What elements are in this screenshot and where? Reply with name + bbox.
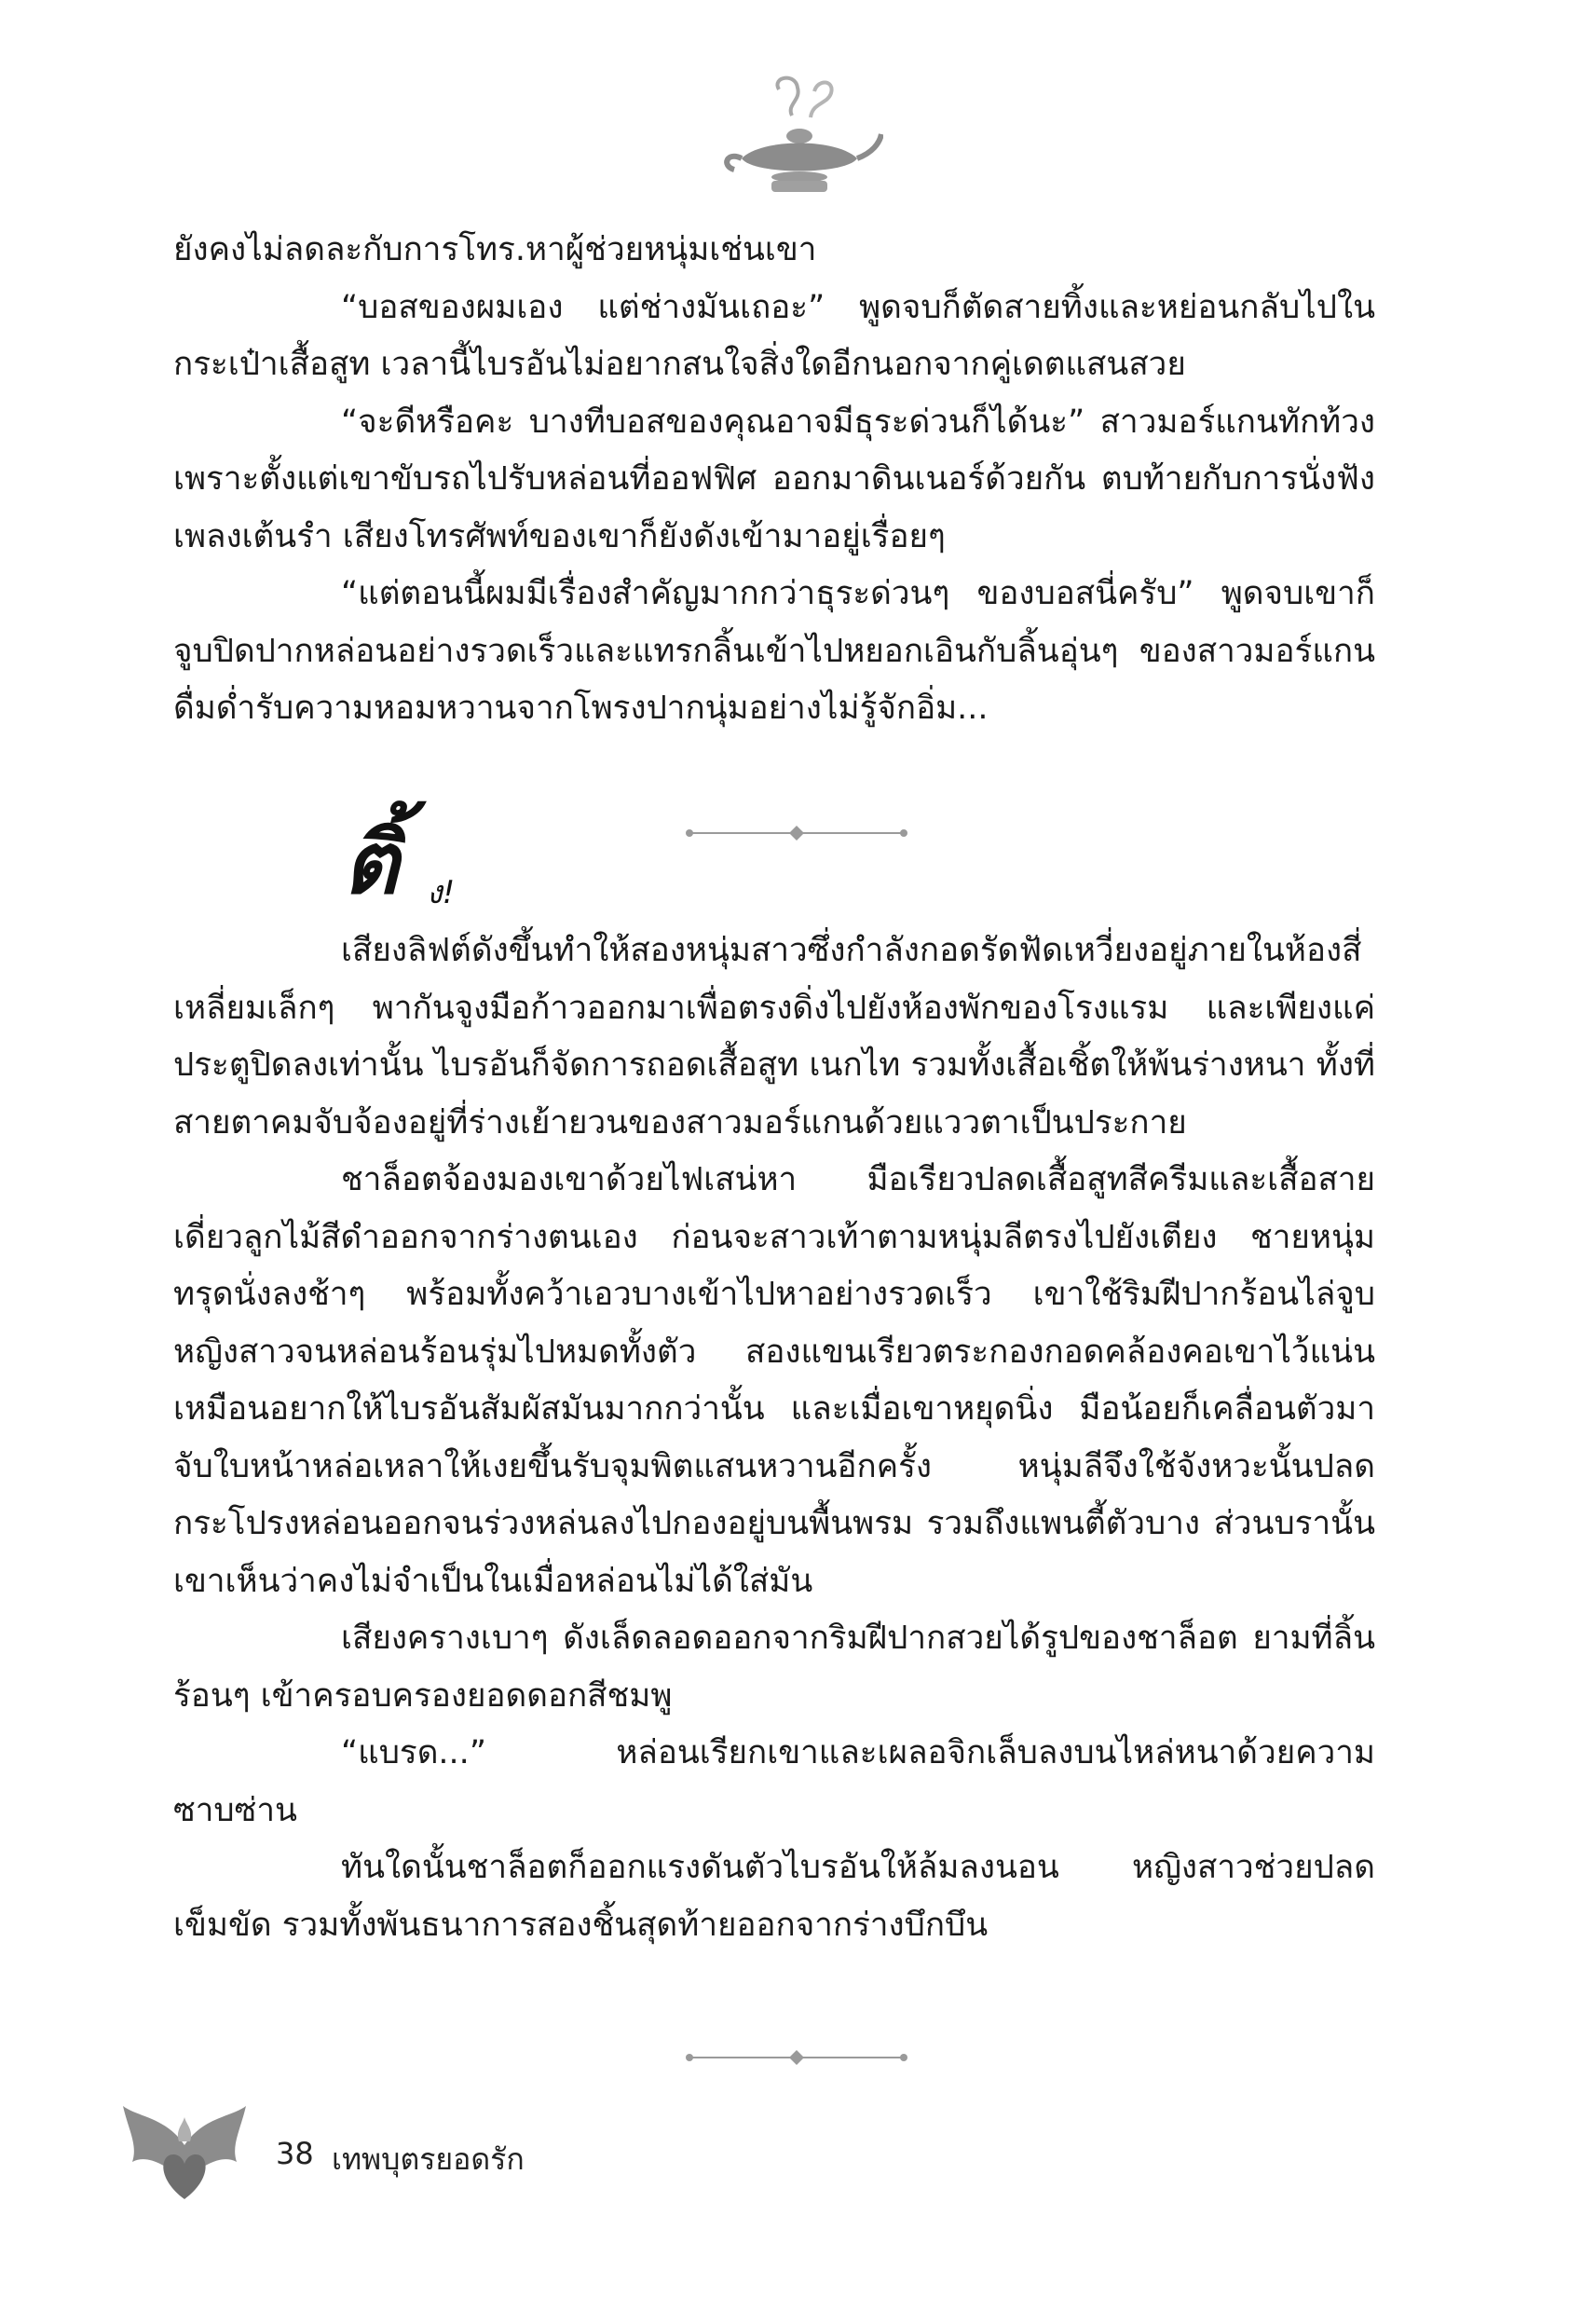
paragraph: “จะดีหรือคะ บางทีบอสของคุณอาจมีธุระด่วนก็ได้นะ” สาวมอร์แกนทักท้วง เพราะตั้งแต่เขาขับรถไปรับหล่อนที่ออฟฟิศ ออกมาดินเนอร์ด้วยกัน ตบท้ายกับการนั่งฟังเพลงเต้นรำ เสียงโทรศัพท์ของเขาก็ยังดังเข้ามาอยู่เรื่อยๆ xyxy=(173,403,1375,555)
section-divider-icon xyxy=(680,2046,913,2069)
section-divider-icon xyxy=(680,822,913,844)
paragraph: ยังคงไม่ลดละกับการโทร.หาผู้ช่วยหนุ่มเช่นเขา xyxy=(173,231,817,268)
paragraph: ชาล็อตจ้องมองเขาด้วยไฟเสน่หา มือเรียวปลดเสื้อสูทสีครีมและเสื้อสายเดี่ยวลูกไม้สีดำออกจากร่างตนเอง ก่อนจะสาวเท้าตามหนุ่มลีตรงไปยังเตียง ชายหนุ่มทรุดนั่งลงช้าๆ พร้อมทั้งคว้าเอวบางเข้าไปหาอย่างรวดเร็ว เขาใช้ริมฝีปากร้อนไล่จูบหญิงสาวจนหล่อนร้อนรุ่มไปหมดทั้งตัว สองแขนเรียวตระกองกอดคล้องคอเขาไว้แน่นเหมือนอยากให้ไบรอันสัมผัสมันมากกว่านั้น และเมื่อเขาหยุดนิ่ง มือน้อยก็เคลื่อนตัวมาจับใบหน้าหล่อเหลาให้เงยขึ้นรับจุมพิตแสนหวานอีกครั้ง หนุ่มลีจึงใช้จังหวะนั้นปลดกระโปรงหล่อนออกจนร่วงหล่นลงไปกองอยู่บนพื้นพรม รวมถึงแพนตี้ตัวบาง ส่วนบรานั้นเขาเห็นว่าคงไม่จำเป็นในเมื่อหล่อนไม่ได้ใส่มัน xyxy=(173,1161,1375,1600)
paragraph: “แบรด...” หล่อนเรียกเขาและเผลอจิกเล็บลงบนไหล่หนาด้วยความซาบซ่าน xyxy=(173,1734,1375,1829)
paragraph: “แต่ตอนนี้ผมมีเรื่องสำคัญมากกว่าธุระด่วนๆ ของบอสนี่ครับ” พูดจบเขาก็จูบปิดปากหล่อนอย่างรวดเร็วและแทรกลิ้นเข้าไปหยอกเอินกับลิ้นอุ่นๆ ของสาวมอร์แกน ดื่มด่ำรับความหอมหวานจากโพรงปากนุ่มอย่างไม่รู้จักอิ่ม... xyxy=(173,575,1375,727)
text-block-bottom xyxy=(173,923,1375,1954)
drop-cap: ติ้ xyxy=(343,813,399,913)
paragraph: ทันใดนั้นชาล็อตก็ออกแรงดันตัวไบรอันให้ล้มลงนอน หญิงสาวช่วยปลดเข็มขัด รวมทั้งพันธนาการสองชิ้นสุดท้ายออกจากร่างบึกบึน xyxy=(173,1849,1375,1944)
paragraph: เสียงครางเบาๆ ดังเล็ดลอดออกจากริมฝีปากสวยได้รูปของชาล็อต ยามที่ลิ้นร้อนๆ เข้าครอบครองยอดดอกสีชมพู xyxy=(173,1620,1375,1715)
paragraph: เสียงลิฟต์ดังขึ้นทำให้สองหนุ่มสาวซึ่งกำลังกอดรัดฟัดเหวี่ยงอยู่ภายในห้องสี่เหลี่ยมเล็กๆ พากันจูงมือก้าวออกมาเพื่อตรงดิ่งไปยังห้องพักของโรงแรม และเพียงแค่ประตูปิดลงเท่านั้น ไบรอันก็จัดการถอดเสื้อสูท เนกไท รวมทั้งเสื้อเชิ้ตให้พ้นร่างหนา ทั้งที่สายตาคมจับจ้องอยู่ที่ร่างเย้ายวนของสาวมอร์แกนด้วยแววตาเป็นประกาย xyxy=(173,932,1375,1142)
bat-heart-icon xyxy=(119,2089,250,2220)
text-block-top xyxy=(173,222,1375,738)
page-number: 38 xyxy=(276,2136,314,2171)
magic-lamp-icon xyxy=(706,73,883,212)
paragraph: “บอสของผมเอง แต่ช่างมันเถอะ” พูดจบก็ตัดสายทิ้งและหย่อนกลับไปในกระเป๋าเสื้อสูท เวลานี้ไบรอันไม่อยากสนใจสิ่งใดอีกนอกจากคู่เดตแสนสวย xyxy=(173,288,1375,383)
drop-cap-tail: ง! xyxy=(427,874,456,911)
book-title: เทพบุตรยอดรัก xyxy=(332,2141,525,2177)
